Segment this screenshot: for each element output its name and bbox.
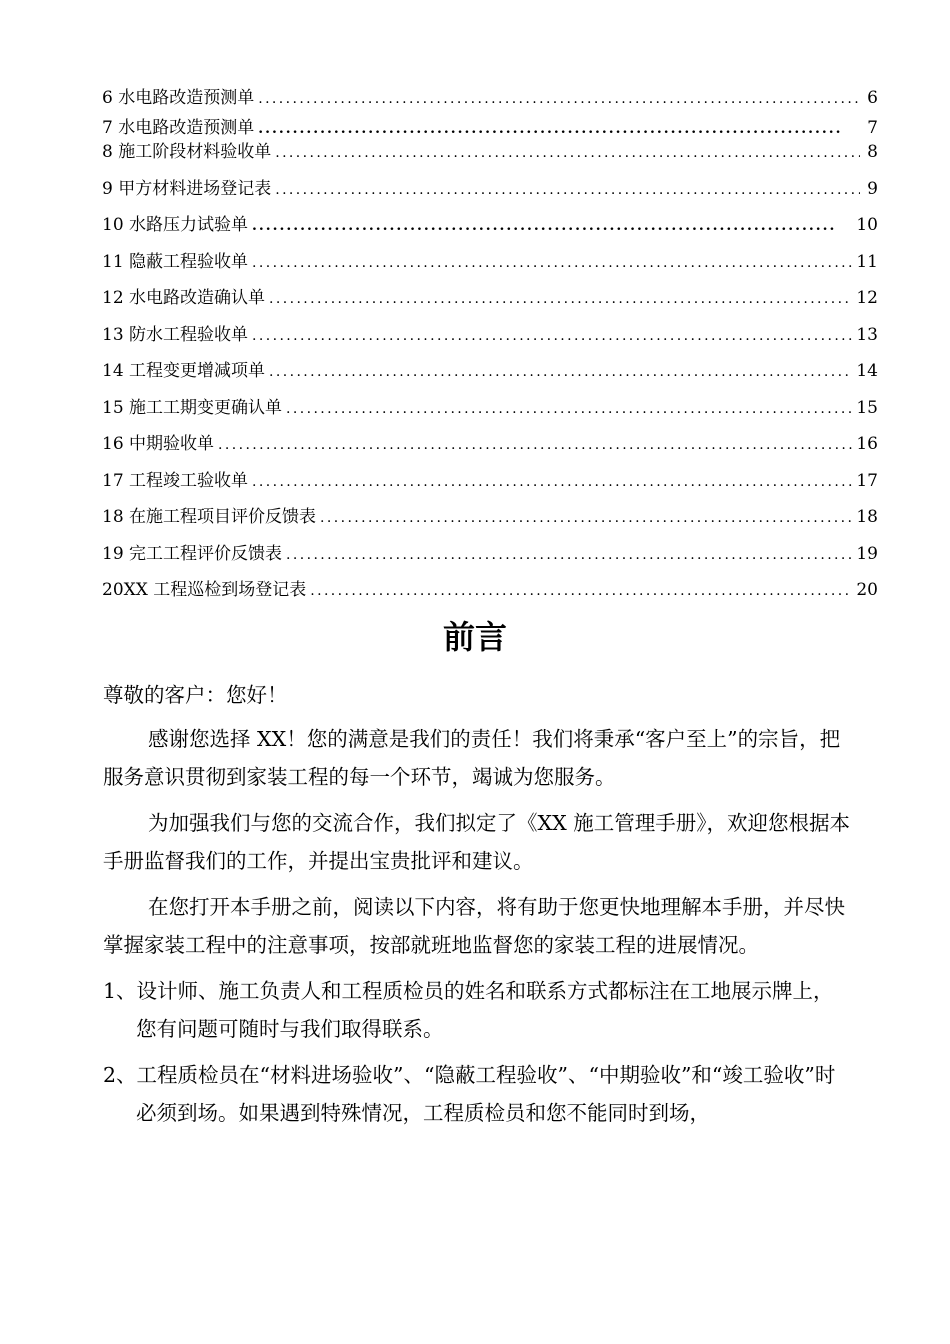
toc-page-number: 13 bbox=[856, 324, 878, 345]
toc-page-number: 20 bbox=[856, 580, 878, 600]
toc-leader-dots bbox=[218, 433, 852, 458]
toc-leader-dots bbox=[269, 360, 852, 385]
toc-entry[interactable] bbox=[102, 542, 878, 579]
toc-page-number: 17 bbox=[856, 470, 878, 491]
toc-entry[interactable] bbox=[102, 116, 878, 140]
toc-entry-title: 10 水路压力试验单 bbox=[102, 215, 249, 235]
toc-entry-title: 15 施工工期变更确认单 bbox=[102, 397, 283, 418]
list-item: 2、工程质检员在“材料进场验收”、“隐蔽工程验收”、“中期验收”和“竣工验收”时必须到场。如果遇到特殊情况，工程质检员和您不能同时到场， bbox=[103, 1063, 836, 1125]
toc-page-number: 12 bbox=[856, 288, 878, 308]
toc-entry-title: 16 中期验收单 bbox=[102, 434, 215, 454]
toc-leader-dots bbox=[252, 324, 852, 349]
toc-entry[interactable] bbox=[102, 286, 878, 323]
toc-page-number: 19 bbox=[856, 543, 878, 564]
toc-leader-dots bbox=[252, 214, 834, 239]
toc-entry[interactable] bbox=[102, 359, 878, 396]
toc-page-number: 14 bbox=[856, 361, 878, 381]
toc-entry[interactable] bbox=[102, 140, 878, 177]
toc-entry[interactable] bbox=[102, 250, 878, 287]
toc-entry[interactable] bbox=[102, 86, 878, 116]
toc-leader-dots bbox=[252, 470, 852, 495]
toc-entry-title: 17 工程竣工验收单 bbox=[102, 470, 249, 491]
toc-page-number: 8 bbox=[867, 142, 878, 162]
toc-entry-title: 8 施工阶段材料验收单 bbox=[102, 142, 272, 162]
toc-entry-title: 13 防水工程验收单 bbox=[102, 324, 249, 345]
toc-leader-dots bbox=[310, 579, 852, 604]
toc-entry[interactable] bbox=[102, 432, 878, 469]
toc-page-number: 15 bbox=[856, 397, 878, 418]
toc-page-number: 6 bbox=[867, 88, 878, 108]
toc-page-number: 7 bbox=[867, 118, 878, 138]
section-heading: 前言 bbox=[442, 618, 507, 656]
toc-entry-title: 19 完工工程评价反馈表 bbox=[102, 543, 283, 564]
toc-entry[interactable] bbox=[102, 323, 878, 360]
paragraph: 在您打开本手册之前，阅读以下内容，将有助于您更快地理解本手册，并尽快掌握家装工程中的注意事项，按部就班地监督您的家装工程的进展情况。 bbox=[103, 895, 845, 957]
paragraph: 感谢您选择 XX！您的满意是我们的责任！我们将秉承“客户至上”的宗旨，把服务意识贯彻到家装工程的每一个环节，竭诚为您服务。 bbox=[103, 727, 841, 789]
toc-entry-title: 14 工程变更增减项单 bbox=[102, 361, 266, 381]
toc-leader-dots bbox=[252, 251, 852, 276]
toc-leader-dots bbox=[269, 287, 852, 312]
toc-entry-title: 6 水电路改造预测单 bbox=[102, 88, 255, 108]
toc-leader-dots bbox=[320, 506, 852, 531]
toc-entry[interactable] bbox=[102, 469, 878, 506]
toc-entry-title: 7 水电路改造预测单 bbox=[102, 118, 255, 138]
toc-entry[interactable] bbox=[102, 213, 878, 250]
toc-leader-dots bbox=[286, 397, 852, 422]
list-item: 1、设计师、施工负责人和工程质检员的姓名和联系方式都标注在工地展示牌上，您有问题可随时与我们取得联系。 bbox=[103, 979, 834, 1041]
toc-page-number: 18 bbox=[856, 507, 878, 527]
toc-leader-dots bbox=[258, 117, 842, 142]
toc-entry[interactable] bbox=[102, 505, 878, 542]
toc-entry[interactable] bbox=[102, 177, 878, 214]
paragraph: 为加强我们与您的交流合作，我们拟定了《XX 施工管理手册》，欢迎您根据本手册监督我们的工作，并提出宝贵批评和建议。 bbox=[103, 811, 850, 873]
table-of-contents bbox=[102, 86, 878, 615]
toc-entry[interactable] bbox=[102, 396, 878, 433]
toc-entry-title: 20XX 工程巡检到场登记表 bbox=[102, 580, 307, 600]
toc-entry[interactable] bbox=[102, 578, 878, 615]
toc-page-number: 9 bbox=[867, 178, 878, 199]
toc-entry-title: 9 甲方材料进场登记表 bbox=[102, 178, 272, 199]
greeting: 尊敬的客户：您好！ bbox=[103, 683, 288, 707]
toc-leader-dots bbox=[258, 87, 860, 112]
toc-entry-title: 11 隐蔽工程验收单 bbox=[102, 251, 249, 272]
toc-leader-dots bbox=[286, 543, 852, 568]
toc-entry-title: 18 在施工程项目评价反馈表 bbox=[102, 507, 317, 527]
toc-page-number: 10 bbox=[856, 215, 878, 235]
toc-page-number: 11 bbox=[856, 251, 878, 272]
toc-leader-dots bbox=[275, 141, 860, 166]
toc-entry-title: 12 水电路改造确认单 bbox=[102, 288, 266, 308]
toc-page-number: 16 bbox=[856, 434, 878, 454]
toc-leader-dots bbox=[275, 178, 860, 203]
preface-body bbox=[103, 676, 853, 1140]
